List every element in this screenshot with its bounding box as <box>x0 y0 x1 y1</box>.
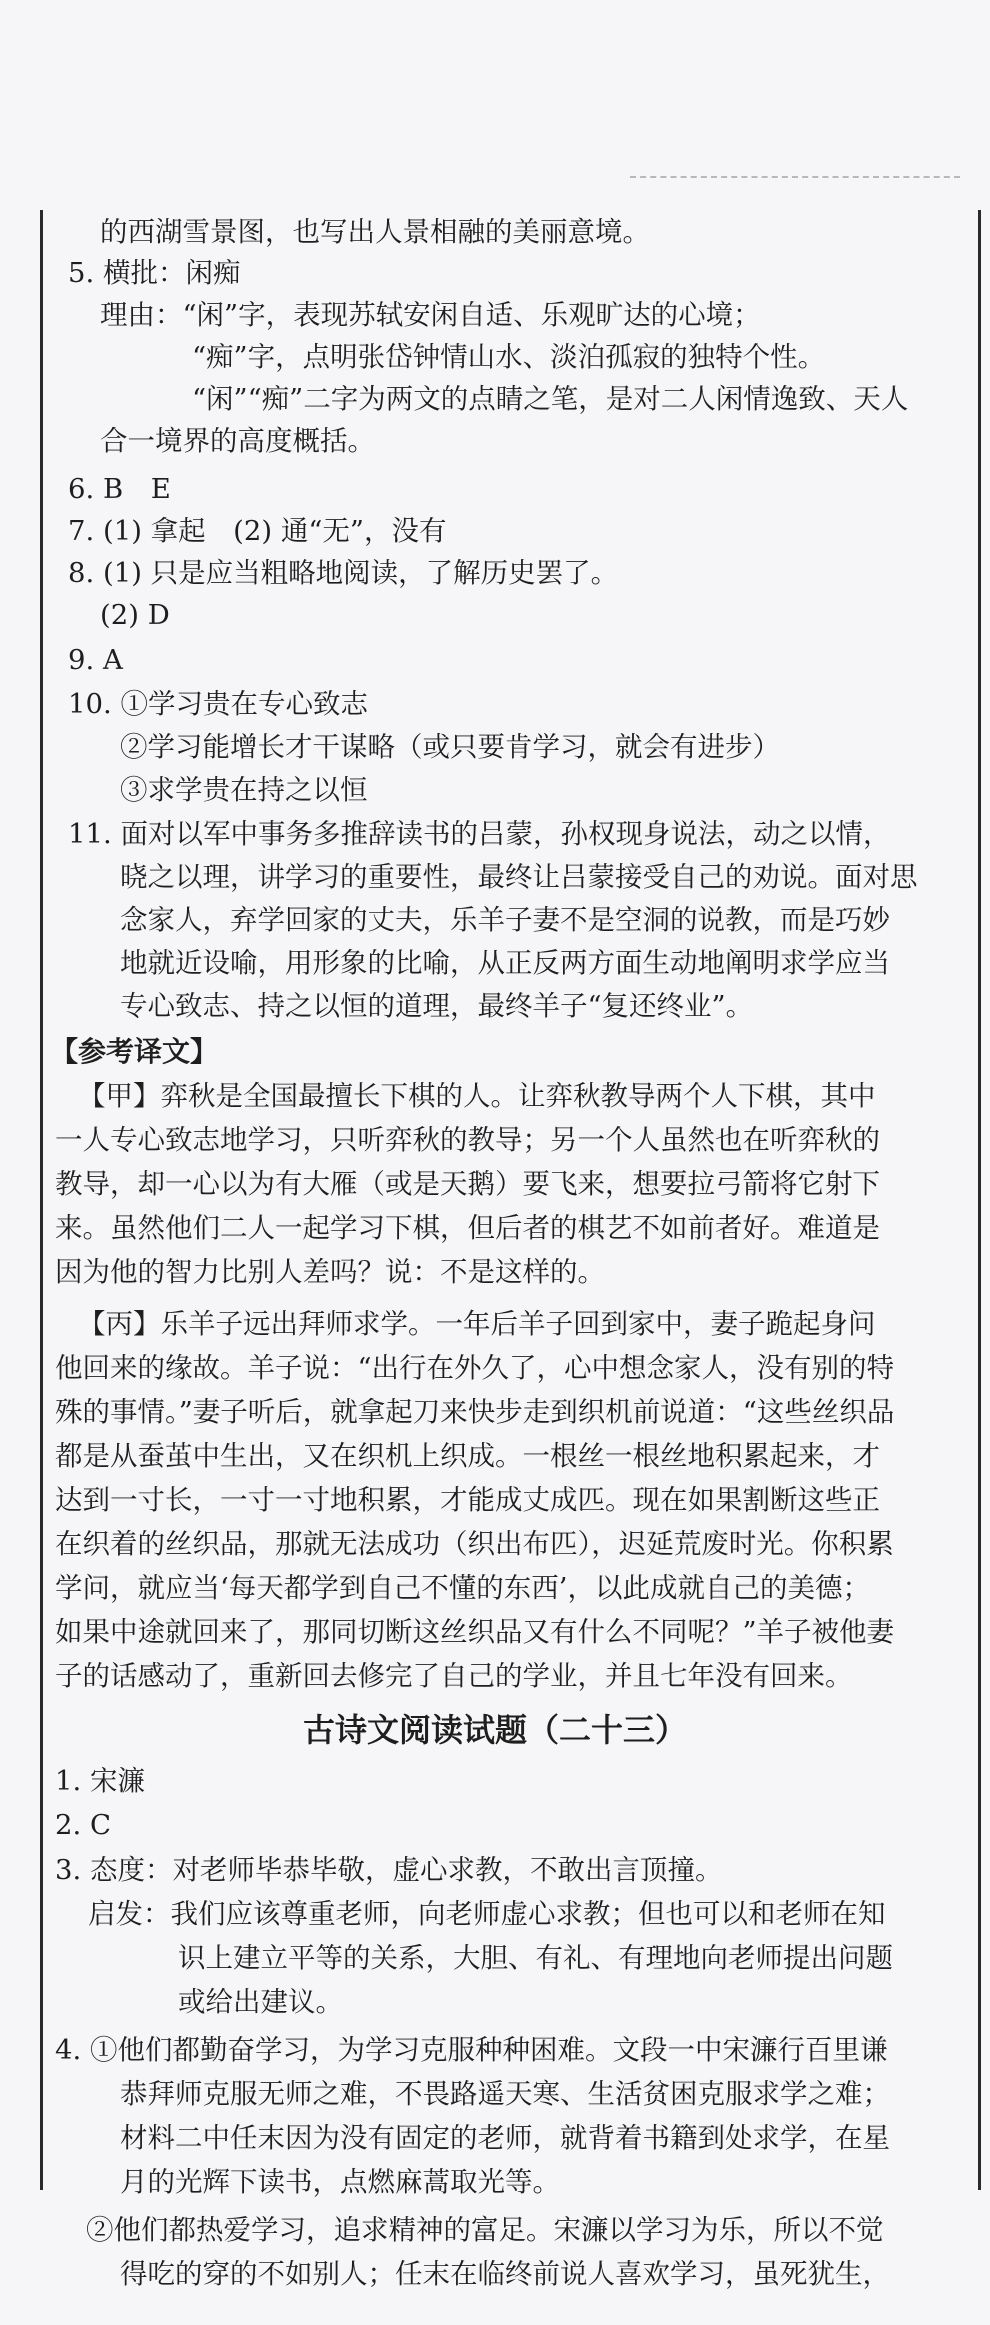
answer-9: 9. A <box>68 644 123 676</box>
header-dashed-line <box>630 176 960 178</box>
right-margin-rule <box>978 210 981 2190</box>
text-line: 如果中途就回来了，那同切断这丝织品又有什么不同呢？”羊子被他妻 <box>55 1616 895 1648</box>
answer-10: 10. ①学习贵在专心致志 <box>68 688 368 720</box>
translation-jia-paragraph: 【甲】弈秋是全国最擅长下棋的人。让弈秋教导两个人下棋，其中 <box>78 1080 876 1112</box>
text-line: 他回来的缘故。羊子说：“出行在外久了，心中想念家人，没有别的特 <box>55 1352 895 1384</box>
text-line: 达到一寸长，一寸一寸地积累，才能成丈成匹。现在如果割断这些正 <box>55 1484 880 1516</box>
answer-7: 7. (1) 拿起 (2) 通“无”，没有 <box>68 515 447 547</box>
text-line: 材料二中任末因为没有固定的老师，就背着书籍到处求学，在星 <box>120 2122 890 2154</box>
text-line: 得吃的穿的不如别人；任末在临终前说人喜欢学习，虽死犹生， <box>120 2258 890 2290</box>
answer-2: 2. C <box>55 1809 112 1841</box>
text-line: 教导，却一心以为有大雁（或是天鹅）要飞来，想要拉弓箭将它射下 <box>55 1168 880 1200</box>
text-line: 识上建立平等的关系，大胆、有礼、有理地向老师提出问题 <box>178 1942 893 1974</box>
text-line: 地就近设喻，用形象的比喻，从正反两方面生动地阐明求学应当 <box>120 947 890 979</box>
text-line: 都是从蚕茧中生出，又在织机上织成。一根丝一根丝地积累起来，才 <box>55 1440 880 1472</box>
text-line: 学问，就应当‘每天都学到自己不懂的东西’，以此成就自己的美德； <box>55 1572 870 1604</box>
text-line: 在织着的丝织品，那就无法成功（织出布匹），迟延荒废时光。你积累 <box>55 1528 894 1560</box>
text-line: 殊的事情。”妻子听后，就拿起刀来快步走到织机前说道：“这些丝织品 <box>55 1396 895 1428</box>
text-line: 启发：我们应该尊重老师，向老师虚心求教；但也可以和老师在知 <box>88 1898 886 1930</box>
text-line: 晓之以理，讲学习的重要性，最终让吕蒙接受自己的劝说。面对思 <box>120 861 918 893</box>
translation-bing-paragraph: 【丙】乐羊子远出拜师求学。一年后羊子回到家中，妻子跪起身问 <box>78 1308 876 1340</box>
reference-translation-heading: 【参考译文】 <box>50 1035 219 1068</box>
text-line: 合一境界的高度概括。 <box>100 425 375 457</box>
answer-11: 11. 面对以军中事务多推辞读书的吕蒙，孙权现身说法，动之以情， <box>68 818 891 850</box>
text-line: ③求学贵在持之以恒 <box>120 774 368 806</box>
left-margin-rule <box>40 210 43 2190</box>
answer-6: 6. B E <box>68 473 171 505</box>
text-line: “闲”“痴”二字为两文的点睛之笔，是对二人闲情逸致、天人 <box>192 383 909 415</box>
answer-1: 1. 宋濂 <box>55 1765 145 1797</box>
text-line: 理由：“闲”字，表现苏轼安闲自适、乐观旷达的心境； <box>100 299 761 331</box>
answer-8: 8. (1) 只是应当粗略地阅读，了解历史罢了。 <box>68 557 619 589</box>
text-line: 恭拜师克服无师之难，不畏路遥天寒、生活贫困克服求学之难； <box>120 2078 890 2110</box>
text-line: 因为他的智力比别人差吗？说：不是这样的。 <box>55 1256 605 1288</box>
text-line: 月的光辉下读书，点燃麻蒿取光等。 <box>120 2166 560 2198</box>
text-line: 子的话感动了，重新回去修完了自己的学业，并且七年没有回来。 <box>55 1660 853 1692</box>
text-line: 或给出建议。 <box>178 1986 343 2018</box>
section-title: 古诗文阅读试题（二十三） <box>302 1711 687 1749</box>
text-line: (2) D <box>100 599 170 631</box>
answer-4: 4. ①他们都勤奋学习，为学习克服种种困难。文段一中宋濂行百里谦 <box>55 2034 888 2066</box>
text-line: 的西湖雪景图，也写出人景相融的美丽意境。 <box>100 216 650 248</box>
text-line: 专心致志、持之以恒的道理，最终羊子“复还终业”。 <box>120 990 754 1022</box>
text-line: “痴”字，点明张岱钟情山水、淡泊孤寂的独特个性。 <box>192 341 826 373</box>
text-line: 来。虽然他们二人一起学习下棋，但后者的棋艺不如前者好。难道是 <box>55 1212 880 1244</box>
answer-3: 3. 态度：对老师毕恭毕敬，虚心求教，不敢出言顶撞。 <box>55 1854 723 1886</box>
answer-5: 5. 横批：闲痴 <box>68 257 241 289</box>
text-line: ②学习能增长才干谋略（或只要肯学习，就会有进步） <box>120 731 780 763</box>
text-line: 念家人，弃学回家的丈夫，乐羊子妻不是空洞的说教，而是巧妙 <box>120 904 890 936</box>
text-line: ②他们都热爱学习，追求精神的富足。宋濂以学习为乐，所以不觉 <box>86 2214 884 2246</box>
text-line: 一人专心致志地学习，只听弈秋的教导；另一个人虽然也在听弈秋的 <box>55 1124 880 1156</box>
